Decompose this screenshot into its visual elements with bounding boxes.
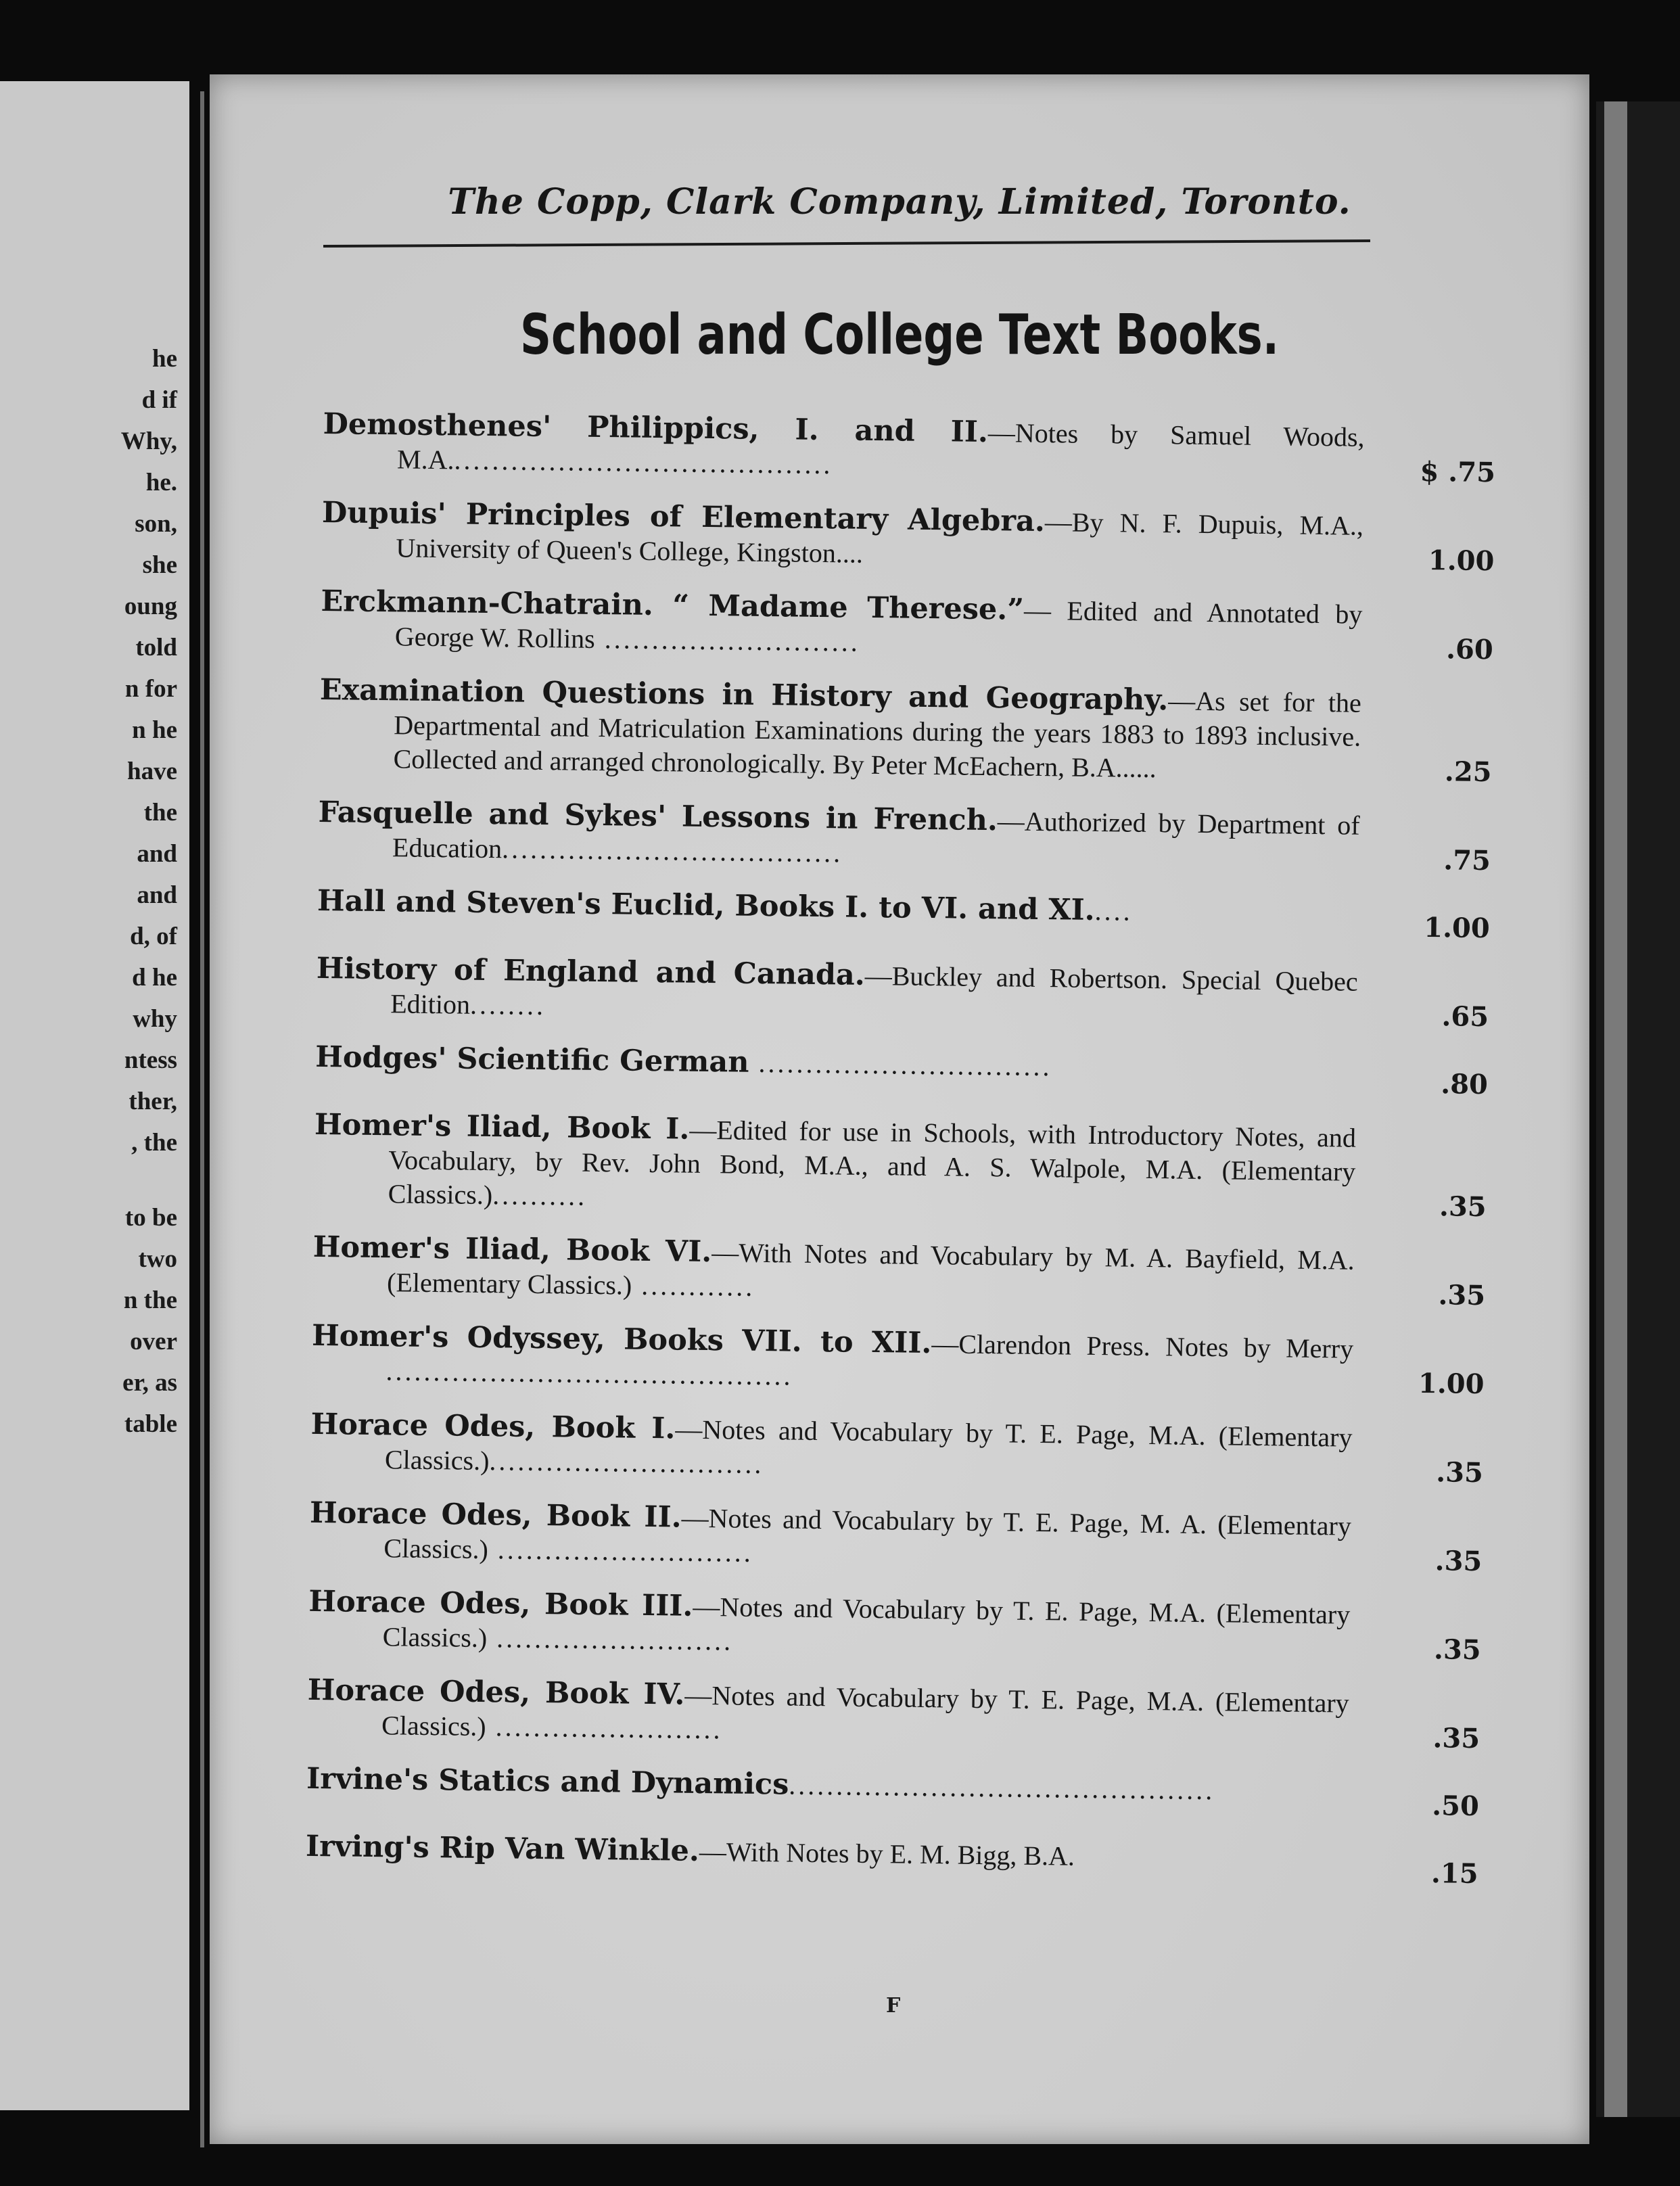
page-edge-highlight	[1604, 101, 1627, 2117]
left-fragment-line: and	[137, 840, 177, 868]
book-list	[305, 407, 1514, 1911]
book-title: Irving's Rip Van Winkle.	[305, 1829, 700, 1868]
book-entry	[312, 1230, 1503, 1313]
left-fragment-line: , the	[131, 1129, 177, 1157]
book-entry-text	[312, 1230, 1355, 1311]
book-entry	[321, 584, 1512, 667]
book-price: .75	[1443, 844, 1491, 877]
left-fragment-line: the	[143, 799, 177, 827]
book-entry-text	[319, 673, 1361, 788]
book-entry	[305, 1830, 1496, 1891]
book-entry	[317, 884, 1508, 946]
book-price: .25	[1444, 755, 1492, 789]
book-price: .65	[1441, 1000, 1489, 1033]
book-description: —Notes and Vocabulary by T. E. Page, M.A. (Elementary Classics.)	[381, 1679, 1349, 1742]
book-description: —Notes by Samuel Woods, M.A.	[396, 417, 1365, 475]
book-entry	[316, 952, 1507, 1034]
book-entry-text	[323, 407, 1365, 488]
leader-dots: ....	[1094, 895, 1133, 927]
book-price: 1.00	[1428, 544, 1495, 578]
book-price: .80	[1441, 1068, 1489, 1101]
left-facing-page	[0, 81, 189, 2110]
left-fragment-line: he	[152, 345, 177, 373]
book-title: Demosthenes' Philippics, I. and II.	[323, 407, 989, 450]
left-fragment-line: why	[133, 1005, 177, 1033]
left-fragment-line: table	[124, 1410, 177, 1438]
book-entry	[318, 795, 1509, 878]
book-title: Dupuis' Principles of Elementary Algebra.	[321, 495, 1046, 539]
book-description: —Edited for use in Schools, with Introductory Notes, and Vocabulary, by Rev. John Bond, M.A., and A. S. Walpole, M.A. (Elementary Classics.)	[388, 1114, 1357, 1211]
book-price: .35	[1436, 1456, 1484, 1489]
left-fragment-line: n for	[124, 675, 177, 703]
left-fragment-line: d he	[132, 964, 177, 992]
leader-dots: .............................	[489, 1445, 764, 1480]
book-description: —With Notes and Vocabulary by M. A. Bayfield, M.A. (Elementary Classics.)	[386, 1237, 1355, 1301]
book-entry	[319, 673, 1510, 789]
book-entry	[323, 407, 1514, 490]
left-fragment-line: over	[130, 1328, 177, 1355]
book-price: 1.00	[1418, 1367, 1485, 1401]
book-entry-text	[308, 1585, 1350, 1666]
book-entry-text	[306, 1762, 1349, 1809]
book-entry	[313, 1108, 1505, 1224]
book-price: .15	[1430, 1857, 1478, 1890]
leader-dots: ...........................................	[386, 1355, 793, 1391]
left-fragment-line: d, of	[130, 923, 177, 950]
left-fragment-line: to be	[124, 1204, 177, 1232]
left-fragment-line: n the	[123, 1286, 177, 1314]
book-title: History of England and Canada.	[316, 951, 866, 992]
leader-dots: ...........................	[488, 1534, 754, 1568]
book-title: Homer's Odyssey, Books VII. to XII.	[311, 1318, 932, 1361]
book-entry-text	[310, 1408, 1353, 1489]
book-title: Hodges' Scientific German	[314, 1040, 749, 1079]
book-description: —Authorized by Department of Education	[392, 806, 1360, 864]
book-entry-text	[315, 1040, 1357, 1088]
book-description: —Clarendon Press. Notes by Merry	[931, 1328, 1354, 1364]
leader-dots: ...............................	[749, 1047, 1052, 1082]
book-entry	[308, 1585, 1499, 1667]
book-price: .35	[1439, 1190, 1487, 1224]
left-fragment-line: ntess	[124, 1046, 177, 1074]
left-fragment-line: two	[138, 1245, 177, 1273]
book-entry	[310, 1408, 1501, 1490]
book-description: —Notes and Vocabulary by T. E. Page, M. A. (Elementary Classics.)	[383, 1502, 1352, 1565]
book-description: —Buckley and Robertson. Special Quebec Edition	[390, 960, 1359, 1020]
leader-dots: ........	[469, 989, 546, 1021]
book-title: Fasquelle and Sykes' Lessons in French.	[318, 795, 998, 838]
book-title: Homer's Iliad, Book I.	[314, 1107, 690, 1146]
book-price: $ .75	[1420, 455, 1496, 489]
left-fragment-line: she	[142, 551, 177, 579]
book-title: Erckmann-Chatrain. “ Madame Therese.”	[321, 584, 1025, 627]
book-entry-text	[317, 884, 1359, 931]
left-fragment-line: son,	[135, 510, 177, 538]
section-title: School and College Text Books.	[519, 303, 1280, 367]
book-price: .60	[1445, 633, 1494, 666]
book-title: Horace Odes, Book IV.	[307, 1673, 685, 1712]
left-fragment-line: told	[135, 634, 177, 661]
left-fragment-line: Why,	[120, 427, 177, 455]
book-entry-text	[307, 1673, 1349, 1754]
leader-dots: ........................................	[454, 444, 833, 480]
left-page-text-fragment	[121, 338, 177, 1445]
book-price: 1.00	[1424, 911, 1491, 945]
main-page	[210, 74, 1589, 2144]
left-fragment-line: ther,	[129, 1088, 177, 1115]
left-fragment-line: he.	[145, 469, 177, 496]
book-entry-text	[321, 496, 1363, 577]
book-description: —Notes and Vocabulary by T. E. Page, M.A. (Elementary Classics.)	[384, 1414, 1353, 1476]
book-description: — Edited and Annotated by George W. Rollins	[394, 595, 1363, 654]
book-price: .35	[1438, 1279, 1486, 1312]
book-title: Homer's Iliad, Book VI.	[312, 1230, 712, 1270]
left-fragment-line: n he	[132, 716, 177, 744]
publisher-header: The Copp, Clark Company, Limited, Toronto.	[448, 181, 1351, 223]
book-price: .50	[1431, 1790, 1480, 1823]
book-price: .35	[1433, 1633, 1481, 1667]
left-fragment-line: d if	[141, 386, 177, 414]
book-entry-text	[321, 584, 1363, 666]
book-description: —Notes and Vocabulary by T. E. Page, M.A. (Elementary Classics.)	[382, 1591, 1351, 1654]
book-entry	[315, 1040, 1506, 1102]
book-entry-text	[318, 795, 1360, 877]
book-entry	[309, 1496, 1500, 1579]
right-page-edge	[1596, 101, 1680, 2117]
left-fragment-line: er, as	[122, 1369, 177, 1397]
book-description: —As set for the Departmental and Matriculation Examinations during the years 1883 to 1893 inclusive. Collected and arranged chronologically. By Peter McEachern, B.A......	[393, 685, 1362, 784]
page-gutter	[200, 91, 204, 2147]
book-title: Horace Odes, Book II.	[309, 1495, 682, 1535]
book-entry	[321, 496, 1512, 578]
leader-dots: ...........................	[594, 623, 861, 657]
book-entry	[311, 1319, 1502, 1401]
leader-dots: ..........	[492, 1180, 588, 1211]
leader-dots: .........................	[486, 1623, 734, 1656]
book-entry-text	[309, 1496, 1351, 1577]
leader-dots: ....................................	[501, 833, 843, 868]
book-title: Horace Odes, Book I.	[310, 1407, 676, 1446]
book-title: Examination Questions in History and Geography.	[319, 672, 1169, 718]
book-entry-text	[313, 1108, 1356, 1223]
header-rule	[323, 239, 1370, 248]
book-title: Irvine's Statics and Dynamics	[306, 1761, 789, 1802]
book-entry	[307, 1673, 1498, 1756]
book-price: .35	[1434, 1545, 1483, 1578]
leader-dots: .............................................	[789, 1769, 1215, 1806]
book-title: Hall and Steven's Euclid, Books I. to VI. and XI.	[317, 883, 1095, 927]
book-entry-text	[316, 952, 1358, 1033]
book-title: Horace Odes, Book III.	[308, 1584, 693, 1623]
book-entry	[306, 1762, 1497, 1823]
leader-dots: ............	[632, 1270, 755, 1302]
left-fragment-line: and	[137, 881, 177, 909]
left-fragment-line: oung	[124, 592, 177, 620]
left-fragment-line: have	[127, 758, 177, 785]
book-price: .35	[1432, 1722, 1480, 1755]
book-entry-text	[311, 1319, 1353, 1400]
book-entry-text	[306, 1830, 1348, 1877]
leader-dots: ........................	[486, 1711, 723, 1745]
signature-mark: F	[886, 1994, 901, 2018]
book-description: —With Notes by E. M. Bigg, B.A.	[699, 1836, 1075, 1871]
book-description: —By N. F. Dupuis, M.A., University of Queen's College, Kingston....	[396, 507, 1364, 569]
